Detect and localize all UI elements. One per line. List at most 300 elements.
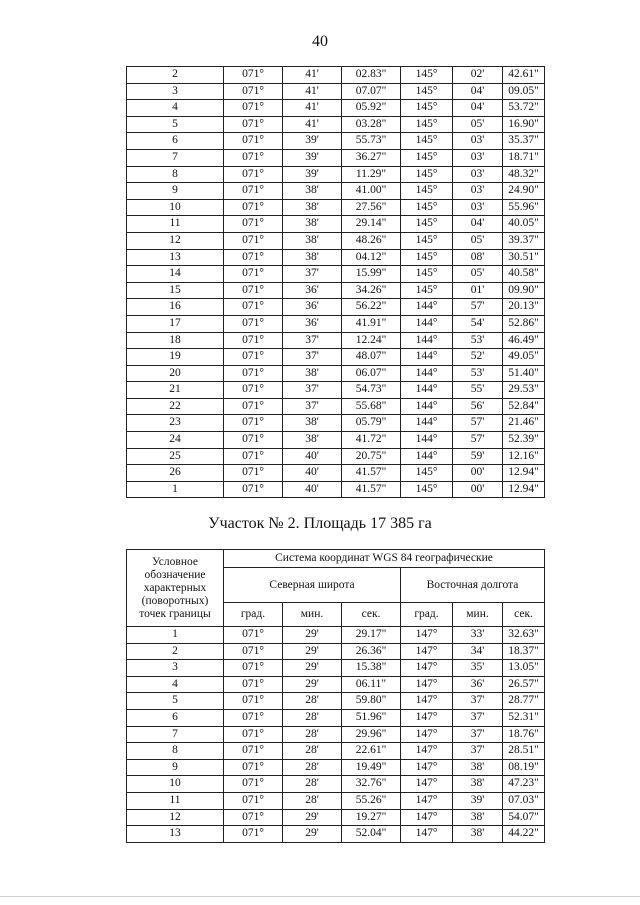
lon-deg-cell: 147°	[401, 826, 453, 843]
lon-min-cell: 05'	[453, 116, 503, 133]
lat-min-cell: 41'	[283, 83, 342, 100]
lat-sec-cell: 07.07"	[342, 83, 401, 100]
lon-deg-cell: 147°	[401, 660, 453, 677]
lon-sec-cell: 51.40"	[503, 365, 545, 382]
lat-deg-cell: 071°	[224, 266, 283, 283]
table-row	[127, 266, 545, 283]
point-id-cell: 1	[127, 481, 224, 498]
lat-sec-cell: 41.00"	[342, 183, 401, 200]
point-id-cell: 10	[127, 199, 224, 216]
lat-min-cell: 37'	[283, 349, 342, 366]
lat-min-cell: 40'	[283, 481, 342, 498]
point-id-cell: 17	[127, 315, 224, 332]
lat-sec-cell: 56.22"	[342, 299, 401, 316]
lat-sec-cell: 29.14"	[342, 216, 401, 233]
lat-sec-cell: 48.07"	[342, 349, 401, 366]
lon-deg-cell: 147°	[401, 743, 453, 760]
lat-min-cell: 38'	[283, 415, 342, 432]
lon-sec-cell: 08.19"	[503, 759, 545, 776]
table-row	[127, 349, 545, 366]
lon-deg-cell: 144°	[401, 398, 453, 415]
lon-deg-cell: 144°	[401, 299, 453, 316]
point-id-cell: 26	[127, 465, 224, 482]
lat-deg-cell: 071°	[224, 776, 283, 793]
lon-min-cell: 04'	[453, 100, 503, 117]
point-id-cell: 7	[127, 149, 224, 166]
lat-min-cell: 36'	[283, 315, 342, 332]
lat-deg-cell: 071°	[224, 709, 283, 726]
point-id-cell: 15	[127, 282, 224, 299]
lat-sec-cell: 55.73"	[342, 133, 401, 150]
table-row	[127, 627, 545, 644]
lat-deg-cell: 071°	[224, 481, 283, 498]
lon-sec-cell: 16.90"	[503, 116, 545, 133]
lon-min-cell: 01'	[453, 282, 503, 299]
point-id-cell: 5	[127, 116, 224, 133]
lon-sec-cell: 09.05"	[503, 83, 545, 100]
lon-deg-cell: 145°	[401, 232, 453, 249]
lat-min-cell: 38'	[283, 249, 342, 266]
lat-min-cell: 38'	[283, 199, 342, 216]
lat-deg-cell: 071°	[224, 465, 283, 482]
lat-deg-cell: 071°	[224, 743, 283, 760]
table-row	[127, 315, 545, 332]
table-row	[127, 792, 545, 809]
point-id-cell: 13	[127, 249, 224, 266]
point-id-cell: 1	[127, 627, 224, 644]
lat-min-cell: 29'	[283, 826, 342, 843]
lon-min-cell: 35'	[453, 660, 503, 677]
lon-min-cell: 39'	[453, 792, 503, 809]
lat-sec-cell: 51.96"	[342, 709, 401, 726]
lon-sec-cell: 52.86"	[503, 315, 545, 332]
lat-min-cell: 28'	[283, 693, 342, 710]
table-row	[127, 809, 545, 826]
table-row	[127, 676, 545, 693]
lon-sec-cell: 26.57"	[503, 676, 545, 693]
lat-deg-cell: 071°	[224, 299, 283, 316]
lat-deg-cell: 071°	[224, 432, 283, 449]
lat-deg-cell: 071°	[224, 315, 283, 332]
table-row	[127, 709, 545, 726]
lat-deg-header: град.	[224, 603, 283, 627]
lon-min-cell: 38'	[453, 776, 503, 793]
lon-sec-cell: 48.32"	[503, 166, 545, 183]
lat-min-cell: 28'	[283, 759, 342, 776]
lat-sec-cell: 29.96"	[342, 726, 401, 743]
lat-min-header: мин.	[283, 603, 342, 627]
lon-deg-cell: 144°	[401, 382, 453, 399]
lat-min-cell: 39'	[283, 149, 342, 166]
lon-deg-cell: 147°	[401, 809, 453, 826]
lat-sec-cell: 11.29"	[342, 166, 401, 183]
lat-sec-cell: 41.57"	[342, 481, 401, 498]
lon-deg-cell: 144°	[401, 332, 453, 349]
table-row	[127, 432, 545, 449]
lat-min-cell: 37'	[283, 266, 342, 283]
lat-sec-cell: 27.56"	[342, 199, 401, 216]
lat-deg-cell: 071°	[224, 826, 283, 843]
table-row	[127, 481, 545, 498]
point-id-cell: 24	[127, 432, 224, 449]
lon-min-cell: 33'	[453, 627, 503, 644]
lat-min-cell: 28'	[283, 743, 342, 760]
point-id-cell: 25	[127, 448, 224, 465]
lon-sec-cell: 18.76"	[503, 726, 545, 743]
lat-sec-cell: 15.38"	[342, 660, 401, 677]
lon-min-cell: 03'	[453, 183, 503, 200]
lat-deg-cell: 071°	[224, 100, 283, 117]
lon-sec-cell: 46.49"	[503, 332, 545, 349]
lon-sec-header: сек.	[503, 603, 545, 627]
table-row	[127, 776, 545, 793]
lat-sec-cell: 41.57"	[342, 465, 401, 482]
lat-deg-cell: 071°	[224, 759, 283, 776]
lat-sec-cell: 41.91"	[342, 315, 401, 332]
lat-sec-cell: 03.28"	[342, 116, 401, 133]
lon-min-cell: 52'	[453, 349, 503, 366]
lat-deg-cell: 071°	[224, 809, 283, 826]
lat-deg-cell: 071°	[224, 643, 283, 660]
lon-min-cell: 57'	[453, 432, 503, 449]
lon-sec-cell: 12.94"	[503, 481, 545, 498]
point-id-cell: 12	[127, 809, 224, 826]
lat-min-cell: 37'	[283, 398, 342, 415]
lat-min-cell: 38'	[283, 432, 342, 449]
lon-deg-cell: 147°	[401, 693, 453, 710]
table1-body	[127, 67, 545, 498]
lat-min-cell: 28'	[283, 709, 342, 726]
lon-deg-cell: 144°	[401, 448, 453, 465]
lat-deg-cell: 071°	[224, 792, 283, 809]
table-row	[127, 249, 545, 266]
lon-min-cell: 05'	[453, 232, 503, 249]
lon-deg-cell: 147°	[401, 676, 453, 693]
point-id-cell: 10	[127, 776, 224, 793]
lat-min-cell: 36'	[283, 299, 342, 316]
lon-min-cell: 03'	[453, 149, 503, 166]
lon-deg-cell: 145°	[401, 465, 453, 482]
lon-sec-cell: 30.51"	[503, 249, 545, 266]
lat-deg-cell: 071°	[224, 382, 283, 399]
lon-sec-cell: 09.90"	[503, 282, 545, 299]
lat-deg-cell: 071°	[224, 627, 283, 644]
lon-sec-cell: 12.94"	[503, 465, 545, 482]
lat-min-cell: 40'	[283, 448, 342, 465]
lon-min-cell: 00'	[453, 465, 503, 482]
lat-sec-cell: 54.73"	[342, 382, 401, 399]
coordinate-system-header: Система координат WGS 84 географические	[224, 550, 545, 568]
lat-sec-cell: 29.17"	[342, 627, 401, 644]
lon-min-cell: 37'	[453, 709, 503, 726]
lon-min-cell: 02'	[453, 67, 503, 84]
point-id-cell: 8	[127, 743, 224, 760]
lon-sec-cell: 52.31"	[503, 709, 545, 726]
lat-sec-cell: 48.26"	[342, 232, 401, 249]
lat-deg-cell: 071°	[224, 133, 283, 150]
lat-sec-cell: 34.26"	[342, 282, 401, 299]
lat-sec-cell: 20.75"	[342, 448, 401, 465]
point-id-cell: 21	[127, 382, 224, 399]
table-row	[127, 67, 545, 84]
point-id-cell: 19	[127, 349, 224, 366]
lat-min-cell: 37'	[283, 332, 342, 349]
point-id-cell: 3	[127, 83, 224, 100]
lon-sec-cell: 18.37"	[503, 643, 545, 660]
point-id-cell: 9	[127, 759, 224, 776]
lon-deg-cell: 145°	[401, 183, 453, 200]
lat-min-cell: 38'	[283, 232, 342, 249]
lon-deg-cell: 145°	[401, 199, 453, 216]
longitude-header: Восточная долгота	[401, 568, 545, 603]
lon-deg-cell: 147°	[401, 792, 453, 809]
point-id-cell: 6	[127, 709, 224, 726]
lon-deg-cell: 145°	[401, 266, 453, 283]
lat-min-cell: 41'	[283, 116, 342, 133]
lat-min-cell: 28'	[283, 726, 342, 743]
point-id-cell: 20	[127, 365, 224, 382]
lat-deg-cell: 071°	[224, 183, 283, 200]
table2-body	[127, 627, 545, 843]
lon-min-cell: 37'	[453, 693, 503, 710]
table-row	[127, 149, 545, 166]
lon-min-cell: 53'	[453, 332, 503, 349]
lon-sec-cell: 40.05"	[503, 216, 545, 233]
lat-sec-cell: 41.72"	[342, 432, 401, 449]
lon-deg-cell: 144°	[401, 365, 453, 382]
point-id-cell: 7	[127, 726, 224, 743]
lon-min-cell: 37'	[453, 743, 503, 760]
point-id-cell: 11	[127, 216, 224, 233]
lon-deg-cell: 147°	[401, 643, 453, 660]
lat-deg-cell: 071°	[224, 365, 283, 382]
lat-sec-cell: 12.24"	[342, 332, 401, 349]
lon-min-cell: 54'	[453, 315, 503, 332]
lat-min-cell: 29'	[283, 643, 342, 660]
lat-deg-cell: 071°	[224, 149, 283, 166]
lon-deg-cell: 145°	[401, 249, 453, 266]
table-row	[127, 133, 545, 150]
point-id-cell: 14	[127, 266, 224, 283]
lat-sec-cell: 55.68"	[342, 398, 401, 415]
lat-deg-cell: 071°	[224, 415, 283, 432]
lat-sec-cell: 15.99"	[342, 266, 401, 283]
lat-sec-cell: 32.76"	[342, 776, 401, 793]
lat-deg-cell: 071°	[224, 726, 283, 743]
lon-deg-cell: 145°	[401, 216, 453, 233]
lat-deg-cell: 071°	[224, 249, 283, 266]
lon-deg-cell: 145°	[401, 166, 453, 183]
lon-sec-cell: 12.16"	[503, 448, 545, 465]
coordinates-table-1	[126, 66, 545, 498]
lon-sec-cell: 28.77"	[503, 693, 545, 710]
lon-sec-cell: 18.71"	[503, 149, 545, 166]
lat-sec-cell: 19.27"	[342, 809, 401, 826]
coordinates-table-2	[126, 549, 545, 843]
table-row	[127, 216, 545, 233]
lat-deg-cell: 071°	[224, 216, 283, 233]
lon-sec-cell: 07.03"	[503, 792, 545, 809]
point-id-cell: 8	[127, 166, 224, 183]
lon-min-cell: 05'	[453, 266, 503, 283]
point-label-header: Условное обозначение характерных (поворотных) точек границы	[127, 550, 224, 627]
lat-deg-cell: 071°	[224, 693, 283, 710]
lon-sec-cell: 35.37"	[503, 133, 545, 150]
lat-min-cell: 39'	[283, 133, 342, 150]
lat-min-cell: 29'	[283, 660, 342, 677]
lon-sec-cell: 53.72"	[503, 100, 545, 117]
lat-sec-cell: 36.27"	[342, 149, 401, 166]
table-row	[127, 448, 545, 465]
point-id-cell: 5	[127, 693, 224, 710]
lat-deg-cell: 071°	[224, 199, 283, 216]
table-row	[127, 282, 545, 299]
lon-deg-cell: 145°	[401, 481, 453, 498]
lon-min-cell: 04'	[453, 83, 503, 100]
lon-sec-cell: 39.37"	[503, 232, 545, 249]
lat-min-cell: 29'	[283, 676, 342, 693]
latitude-header: Северная широта	[224, 568, 401, 603]
table-row	[127, 415, 545, 432]
lon-min-cell: 38'	[453, 809, 503, 826]
point-id-cell: 12	[127, 232, 224, 249]
lat-sec-cell: 02.83"	[342, 67, 401, 84]
lon-min-cell: 03'	[453, 166, 503, 183]
lat-min-cell: 39'	[283, 166, 342, 183]
table-row	[127, 693, 545, 710]
lon-deg-cell: 147°	[401, 726, 453, 743]
lon-sec-cell: 28.51"	[503, 743, 545, 760]
table-row	[127, 232, 545, 249]
lat-deg-cell: 071°	[224, 349, 283, 366]
lon-deg-cell: 144°	[401, 415, 453, 432]
lon-deg-cell: 145°	[401, 282, 453, 299]
table-row	[127, 299, 545, 316]
lat-sec-cell: 05.92"	[342, 100, 401, 117]
lat-sec-cell: 19.49"	[342, 759, 401, 776]
lat-sec-cell: 22.61"	[342, 743, 401, 760]
lon-deg-cell: 145°	[401, 83, 453, 100]
lon-sec-cell: 47.23"	[503, 776, 545, 793]
lon-min-cell: 00'	[453, 481, 503, 498]
table-row	[127, 116, 545, 133]
point-id-cell: 16	[127, 299, 224, 316]
lon-min-cell: 38'	[453, 826, 503, 843]
lat-deg-cell: 071°	[224, 660, 283, 677]
lon-deg-cell: 144°	[401, 432, 453, 449]
lat-deg-cell: 071°	[224, 166, 283, 183]
lon-deg-header: град.	[401, 603, 453, 627]
lon-deg-cell: 145°	[401, 133, 453, 150]
table-row	[127, 365, 545, 382]
lon-sec-cell: 44.22"	[503, 826, 545, 843]
lat-min-cell: 28'	[283, 776, 342, 793]
table-row	[127, 759, 545, 776]
lon-min-cell: 08'	[453, 249, 503, 266]
lat-sec-cell: 06.11"	[342, 676, 401, 693]
point-id-cell: 22	[127, 398, 224, 415]
lon-min-cell: 57'	[453, 415, 503, 432]
lon-deg-cell: 144°	[401, 349, 453, 366]
lat-min-cell: 41'	[283, 100, 342, 117]
lon-min-cell: 53'	[453, 365, 503, 382]
lat-sec-cell: 05.79"	[342, 415, 401, 432]
lat-min-cell: 38'	[283, 216, 342, 233]
lat-sec-cell: 04.12"	[342, 249, 401, 266]
lat-min-cell: 38'	[283, 183, 342, 200]
table-row	[127, 726, 545, 743]
point-id-cell: 3	[127, 660, 224, 677]
lon-deg-cell: 145°	[401, 116, 453, 133]
lon-min-cell: 03'	[453, 199, 503, 216]
lon-min-cell: 34'	[453, 643, 503, 660]
lon-sec-cell: 52.39"	[503, 432, 545, 449]
table-row	[127, 398, 545, 415]
table-row	[127, 100, 545, 117]
lat-deg-cell: 071°	[224, 282, 283, 299]
lon-sec-cell: 40.58"	[503, 266, 545, 283]
section-title: Участок № 2. Площадь 17 385 га	[208, 515, 432, 532]
point-id-cell: 11	[127, 792, 224, 809]
lat-sec-cell: 55.26"	[342, 792, 401, 809]
point-id-cell: 2	[127, 643, 224, 660]
lon-sec-cell: 42.61"	[503, 67, 545, 84]
lon-deg-cell: 145°	[401, 100, 453, 117]
lat-sec-cell: 52.04"	[342, 826, 401, 843]
page-number: 40	[312, 33, 328, 50]
table-row	[127, 382, 545, 399]
lon-min-cell: 37'	[453, 726, 503, 743]
table2-header-row-1	[127, 550, 545, 568]
table-row	[127, 643, 545, 660]
lon-deg-cell: 147°	[401, 709, 453, 726]
lon-deg-cell: 145°	[401, 67, 453, 84]
table-row	[127, 660, 545, 677]
lon-min-cell: 38'	[453, 759, 503, 776]
lon-sec-cell: 21.46"	[503, 415, 545, 432]
lon-sec-cell: 54.07"	[503, 809, 545, 826]
lon-min-cell: 03'	[453, 133, 503, 150]
lon-deg-cell: 147°	[401, 759, 453, 776]
lon-min-cell: 56'	[453, 398, 503, 415]
lon-min-cell: 55'	[453, 382, 503, 399]
lat-deg-cell: 071°	[224, 448, 283, 465]
lat-sec-cell: 26.36"	[342, 643, 401, 660]
lat-min-cell: 37'	[283, 382, 342, 399]
lat-sec-cell: 06.07"	[342, 365, 401, 382]
lat-min-cell: 41'	[283, 67, 342, 84]
point-id-cell: 18	[127, 332, 224, 349]
lat-deg-cell: 071°	[224, 83, 283, 100]
table-row	[127, 183, 545, 200]
point-id-cell: 4	[127, 100, 224, 117]
point-id-cell: 6	[127, 133, 224, 150]
lon-sec-cell: 55.96"	[503, 199, 545, 216]
lat-sec-header: сек.	[342, 603, 401, 627]
lon-sec-cell: 24.90"	[503, 183, 545, 200]
lat-min-cell: 29'	[283, 809, 342, 826]
table-row	[127, 166, 545, 183]
lat-min-cell: 28'	[283, 792, 342, 809]
lat-deg-cell: 071°	[224, 232, 283, 249]
lat-min-cell: 36'	[283, 282, 342, 299]
point-id-cell: 13	[127, 826, 224, 843]
lon-deg-cell: 144°	[401, 315, 453, 332]
lat-deg-cell: 071°	[224, 676, 283, 693]
lat-min-cell: 38'	[283, 365, 342, 382]
lon-deg-cell: 147°	[401, 776, 453, 793]
table-row	[127, 83, 545, 100]
